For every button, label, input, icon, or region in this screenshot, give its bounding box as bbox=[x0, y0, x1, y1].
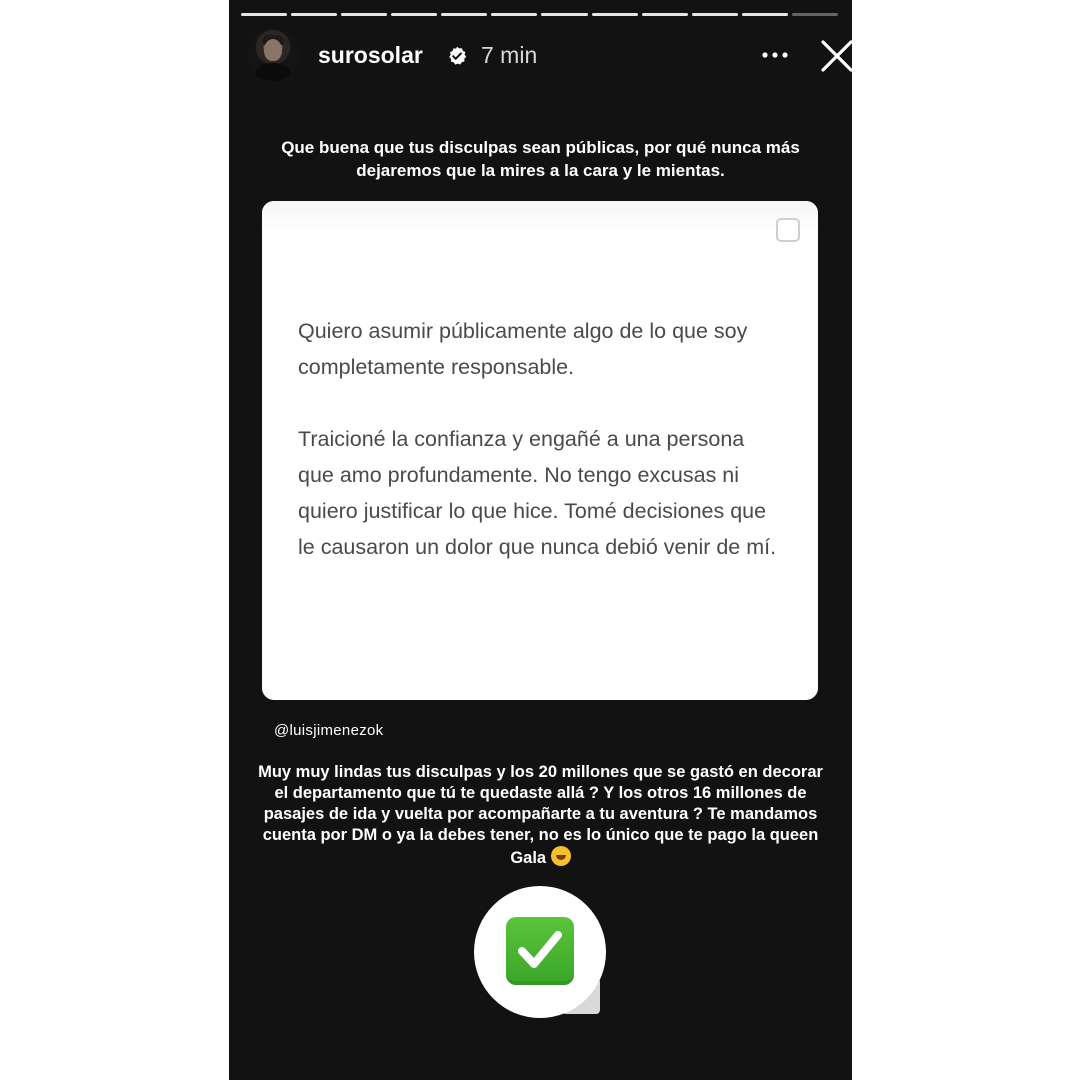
apology-screenshot-card bbox=[262, 201, 818, 700]
mention-tag[interactable]: @luisjimenezok bbox=[274, 722, 384, 739]
progress-segment bbox=[391, 13, 437, 16]
progress-segment bbox=[541, 13, 587, 16]
apology-paragraph-1: Quiero asumir públicamente algo de lo que soy completamente responsable. bbox=[298, 319, 748, 379]
checkbox-icon bbox=[776, 218, 800, 242]
progress-segment bbox=[291, 13, 337, 16]
progress-segment bbox=[341, 13, 387, 16]
progress-segment bbox=[441, 13, 487, 16]
story-progress-bar bbox=[241, 13, 838, 17]
story-caption-bottom bbox=[249, 762, 832, 869]
story-timestamp: 7 min bbox=[481, 42, 538, 68]
progress-segment bbox=[592, 13, 638, 16]
rolling-on-floor-laughing-emoji bbox=[551, 846, 571, 866]
story-header bbox=[247, 29, 837, 83]
progress-segment bbox=[241, 13, 287, 16]
progress-segment bbox=[692, 13, 738, 16]
story-caption-top: Que buena que tus disculpas sean públicas, por qué nunca más dejaremos que la mires a la cara y le mientas. bbox=[281, 138, 800, 180]
progress-segment bbox=[742, 13, 788, 16]
verified-badge-icon bbox=[447, 46, 467, 66]
check-mark-button-icon bbox=[506, 917, 574, 985]
avatar[interactable] bbox=[247, 29, 299, 81]
progress-segment bbox=[491, 13, 537, 16]
story-view[interactable] bbox=[229, 0, 852, 1080]
avatar-body bbox=[253, 63, 293, 81]
more-options-icon[interactable] bbox=[759, 45, 791, 65]
close-icon[interactable] bbox=[819, 38, 852, 74]
apology-paragraph-2: Traicioné la confianza y engañé a una persona que amo profundamente. No tengo excusas ni quiero justificar lo que hice. Tomé decisiones que le causaron un dolor que nunca debió venir de mí. bbox=[298, 427, 777, 559]
avatar-face bbox=[264, 39, 282, 61]
check-mark-sticker[interactable] bbox=[474, 886, 606, 1018]
progress-segment-current bbox=[792, 13, 838, 16]
story-caption-bottom-text: Muy muy lindas tus disculpas y los 20 millones que se gastó en decorar el departamento que tú te quedaste allá ? Y los otros 16 millones de pasajes de ida y vuelta por acompañarte a tu aventura ? Te mandamos cuenta por DM o ya la debes tener, no es lo único que te pago la queen Gala bbox=[258, 763, 823, 867]
card-top-fade bbox=[262, 201, 818, 237]
progress-segment bbox=[642, 13, 688, 16]
check-mark-icon bbox=[506, 917, 574, 985]
username[interactable]: surosolar bbox=[318, 42, 423, 68]
